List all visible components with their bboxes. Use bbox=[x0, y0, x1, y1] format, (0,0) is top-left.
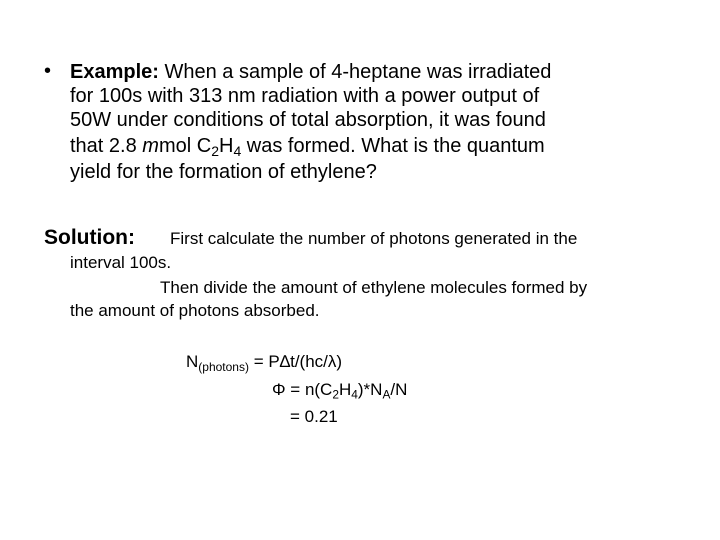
example-bullet: • bbox=[44, 60, 52, 82]
example-label: Example: bbox=[70, 61, 159, 83]
example-line-4-m: m bbox=[142, 135, 159, 157]
eq2-mid: )*N bbox=[357, 380, 383, 399]
solution-text-4: the amount of photons absorbed. bbox=[70, 301, 320, 320]
eq2-pre: Φ = n(C bbox=[272, 380, 333, 399]
equation-quantum-yield bbox=[272, 380, 407, 400]
eq2-sub-2: 2 bbox=[332, 387, 339, 402]
example-line-4-post: was formed. What is the quantum bbox=[241, 135, 545, 157]
example-line-4-pre: that 2.8 bbox=[70, 135, 143, 157]
example-line-2: for 100s with 313 nm radiation with a power output of bbox=[70, 85, 540, 107]
example-line-4-mid: mol C bbox=[158, 135, 212, 157]
eq1-rest: = P∆t/(hc/λ) bbox=[248, 352, 343, 371]
eq2-h: H bbox=[338, 380, 352, 399]
example-text-1: When a sample of 4-heptane was irradiated bbox=[164, 61, 552, 83]
eq2-sub-4: 4 bbox=[351, 387, 358, 402]
solution-text-2: interval 100s. bbox=[70, 253, 172, 272]
example-line-4 bbox=[70, 134, 545, 158]
eq1-n: N bbox=[186, 352, 199, 371]
example-line-4-sub-4: 4 bbox=[233, 143, 242, 160]
eq1-sub: (photons) bbox=[198, 360, 249, 375]
example-line-5: yield for the formation of ethylene? bbox=[70, 161, 377, 183]
solution-text-3: Then divide the amount of ethylene molecules formed by bbox=[160, 278, 588, 297]
example-line-4-h: H bbox=[218, 135, 234, 157]
example-line-1 bbox=[70, 60, 551, 84]
equation-result: = 0.21 bbox=[290, 407, 338, 426]
solution-label: Solution: bbox=[44, 226, 135, 249]
eq2-sub-a: A bbox=[382, 387, 391, 402]
eq2-post: /N bbox=[390, 380, 408, 399]
example-line-3: 50W under conditions of total absorption, it was found bbox=[70, 109, 546, 131]
example-line-4-sub-2: 2 bbox=[211, 143, 219, 160]
equation-photons bbox=[186, 352, 343, 375]
solution-text-1: First calculate the number of photons generated in the bbox=[170, 229, 578, 248]
